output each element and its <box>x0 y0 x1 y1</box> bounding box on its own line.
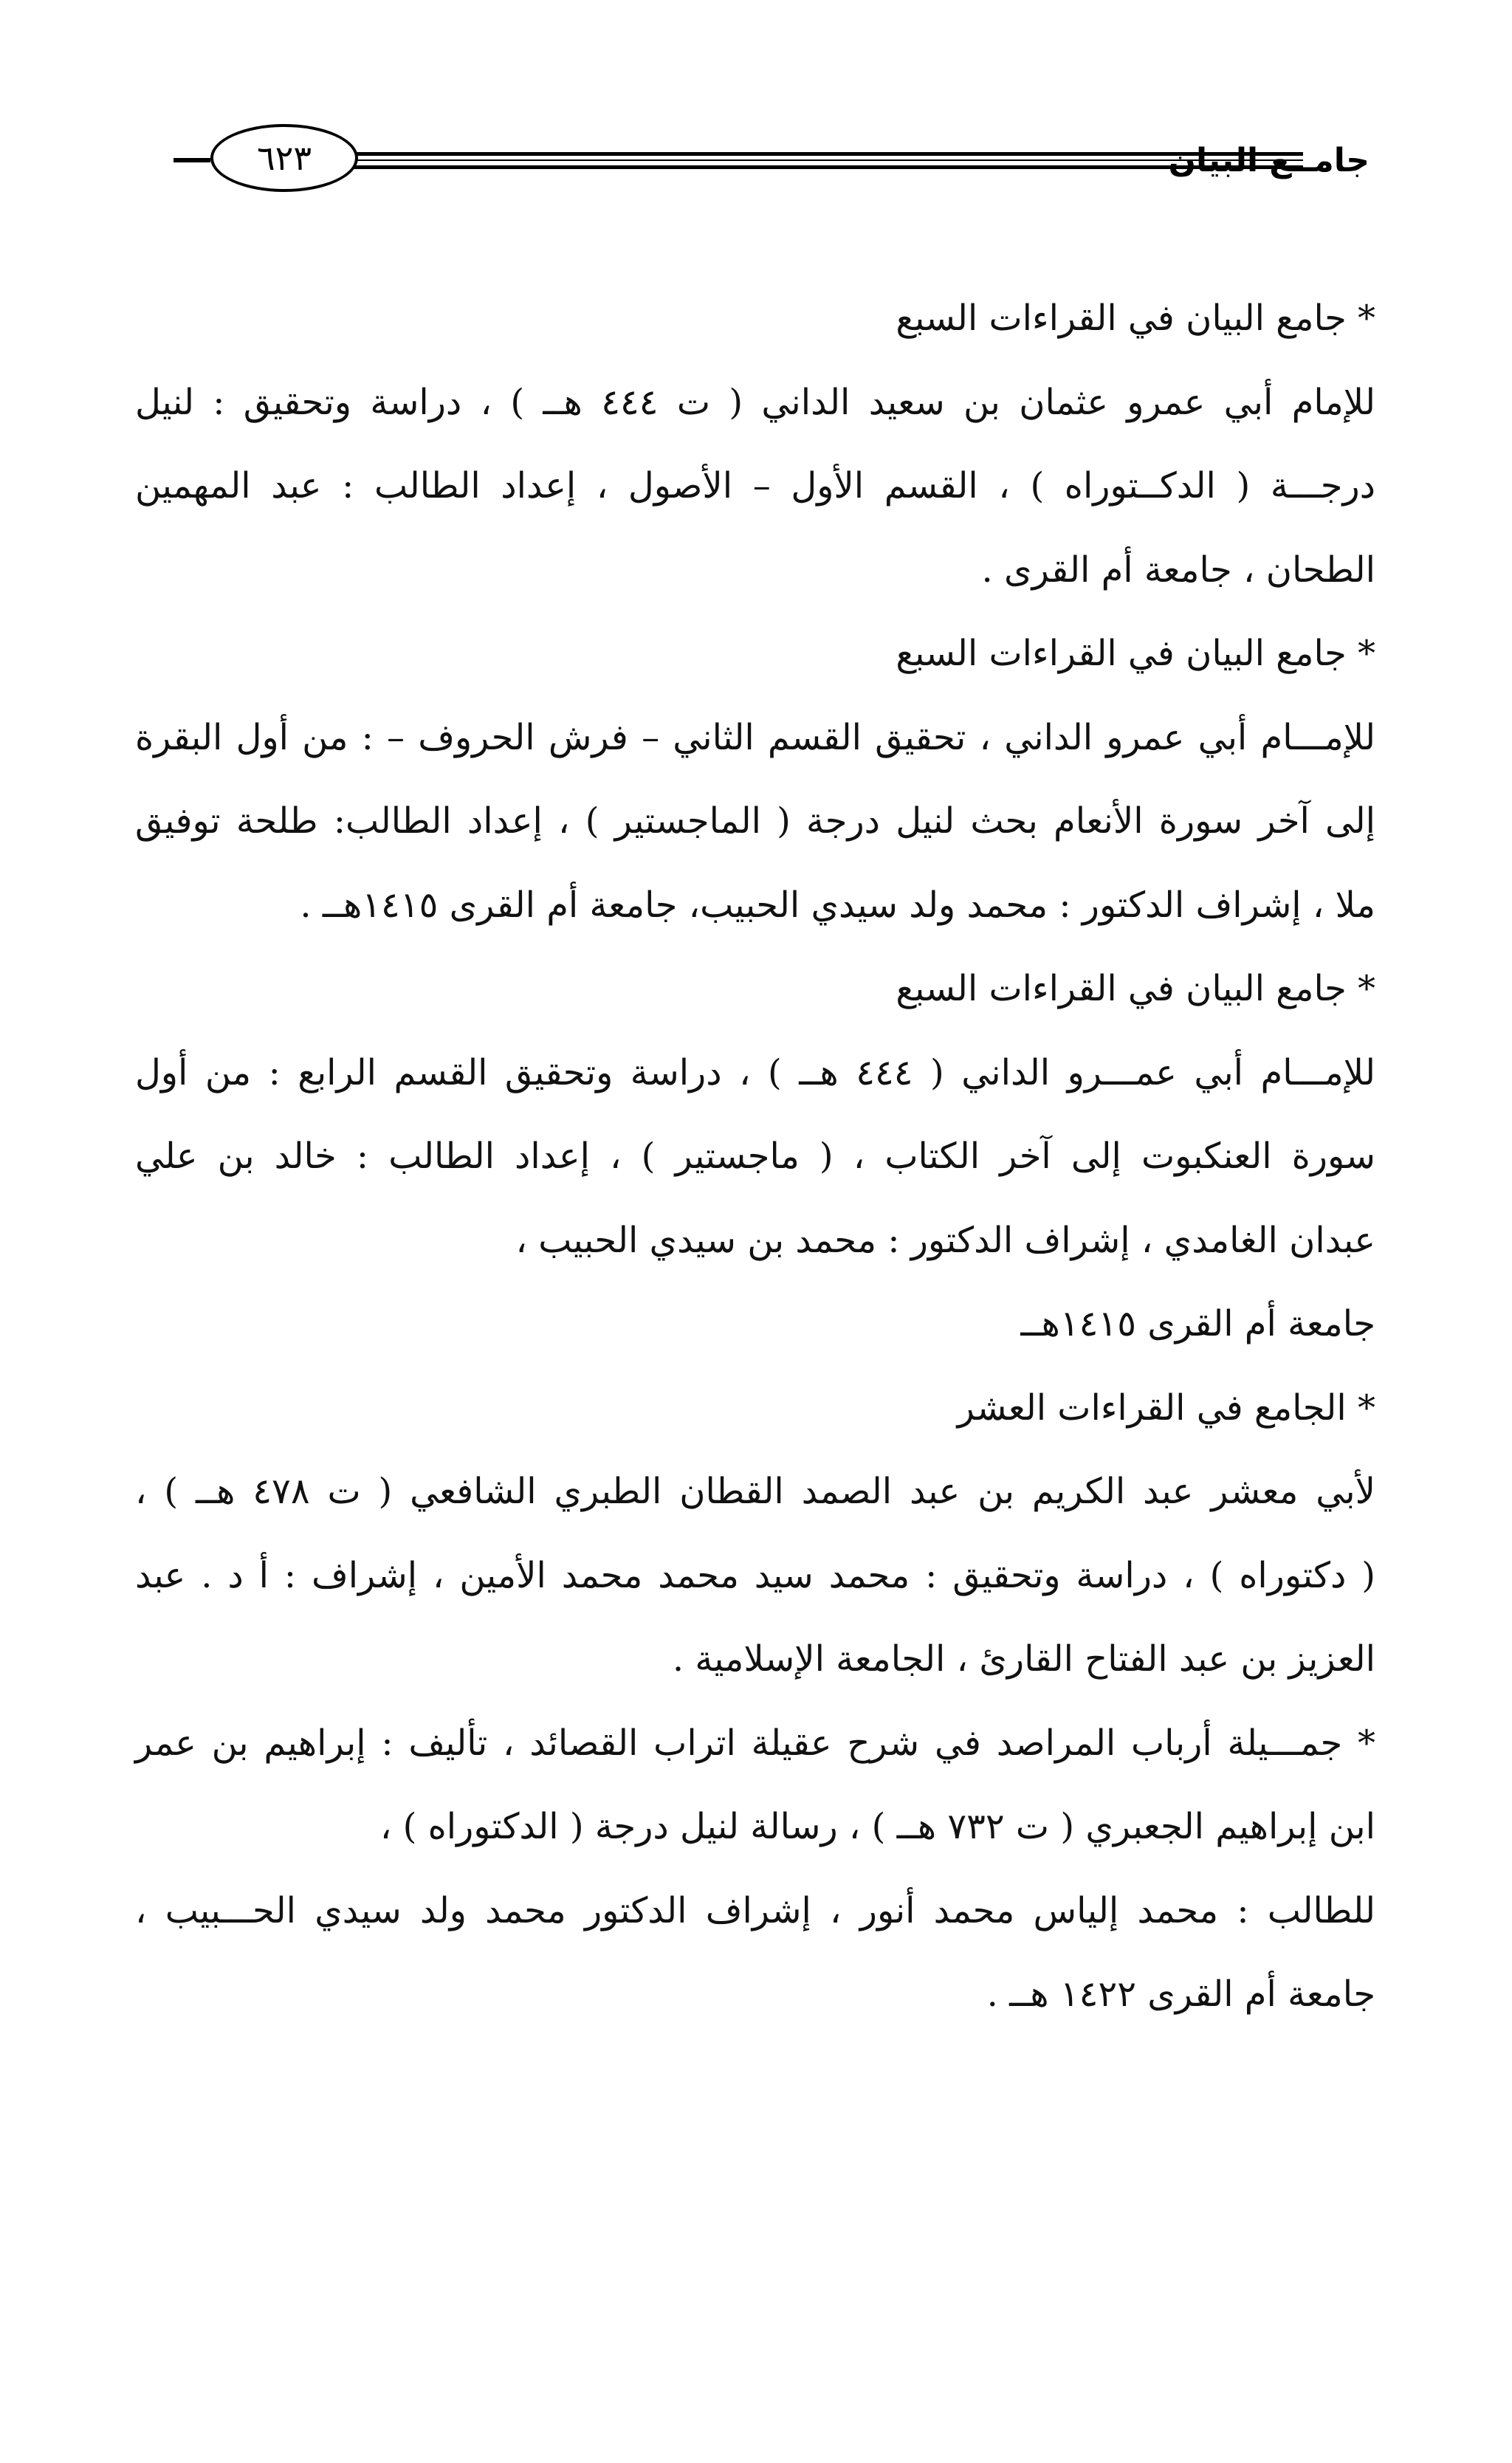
text-line: جامعة أم القرى ١٤١٥هــ <box>1020 1303 1375 1344</box>
text-line: إلى آخر سورة الأنعام بحث لنيل درجة ( الماجستير ) ، إعداد الطالب: طلحة توفيق <box>135 800 1376 842</box>
text-line: ( دكتوراه ) ، دراسة وتحقيق : محمد سيد محمد محمد الأمين ، إشراف : أ د . عبد <box>135 1554 1375 1596</box>
header-rule-left <box>173 158 210 162</box>
header-rule <box>343 152 1303 156</box>
header-rule <box>343 165 1303 169</box>
text-line: الطحان ، جامعة أم القرى . <box>981 549 1375 591</box>
entry-heading: * جامع البيان في القراءات السبع <box>896 968 1375 1009</box>
running-header <box>173 111 1370 207</box>
entry-heading: * جامع البيان في القراءات السبع <box>896 633 1375 674</box>
text-line: جامعة أم القرى ١٤٢٢ هــ . <box>986 1974 1375 2015</box>
text-line: ملا ، إشراف الدكتور : محمد ولد سيدي الحبيب، جامعة أم القرى ١٤١٥هــ . <box>300 884 1375 926</box>
text-line: للطالب : محمد إلياس محمد أنور ، إشراف الدكتور محمد ولد سيدي الحـــبيب ، <box>135 1889 1375 1931</box>
text-line: للإمام أبي عمرو عثمان بن سعيد الداني ( ت ٤٤٤ هــ ) ، دراسة وتحقيق : لنيل <box>135 381 1376 423</box>
entry-heading: * جمـــيلة أرباب المراصد في شرح عقيلة اتراب القصائد ، تأليف : إبراهيم بن عمر <box>135 1722 1375 1764</box>
header-rule <box>343 159 1303 161</box>
text-line: للإمـــام أبي عمرو الداني ، تحقيق القسم الثاني – فرش الحروف – : من أول البقرة <box>135 716 1375 758</box>
page-number: ٦٢٣ <box>256 138 312 178</box>
text-line: درجـــة ( الدكــتوراه ) ، القسم الأول – الأصول ، إعداد الطالب : عبد المهمين <box>135 465 1375 506</box>
body-text <box>135 277 1375 2037</box>
text-line: سورة العنكبوت إلى آخر الكتاب ، ( ماجستير ) ، إعداد الطالب : خالد بن علي <box>135 1136 1376 1177</box>
page-number-oval <box>210 124 358 192</box>
text-line: عبدان الغامدي ، إشراف الدكتور : محمد بن سيدي الحبيب ، <box>515 1219 1375 1261</box>
entry-heading: * جامع البيان في القراءات السبع <box>896 298 1375 339</box>
book-title: جامــع البيان <box>1168 142 1370 179</box>
entry-heading: * الجامع في القراءات العشر <box>957 1387 1375 1429</box>
text-line: لأبي معشر عبد الكريم بن عبد الصمد القطان الطبري الشافعي ( ت ٤٧٨ هــ ) ، <box>135 1471 1375 1512</box>
text-line: العزيز بن عبد الفتاح القارئ ، الجامعة الإسلامية . <box>672 1638 1375 1680</box>
text-line: ابن إبراهيم الجعبري ( ت ٧٣٢ هــ ) ، رسالة لنيل درجة ( الدكتوراه ) ، <box>379 1806 1375 1847</box>
text-line: للإمـــام أبي عمـــرو الداني ( ٤٤٤ هــ ) ، دراسة وتحقيق القسم الرابع : من أول <box>135 1051 1376 1093</box>
